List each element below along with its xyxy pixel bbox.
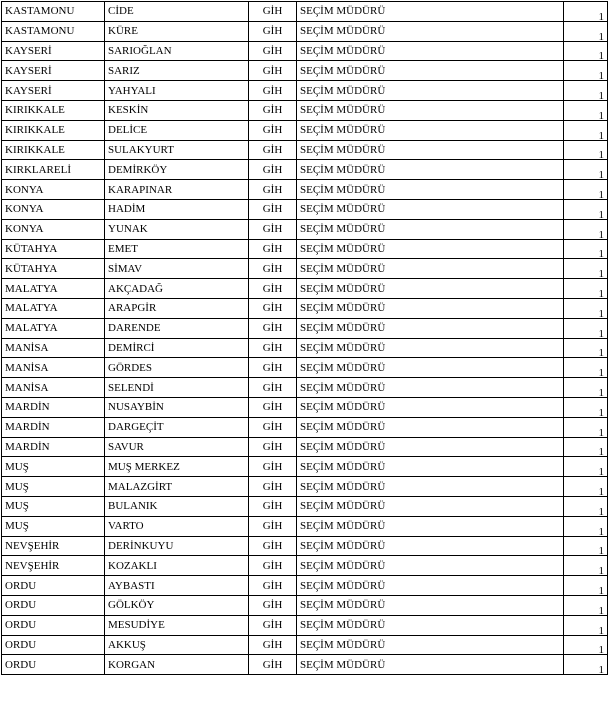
province-cell: MUŞ: [2, 516, 105, 536]
province-cell: ORDU: [2, 595, 105, 615]
vacancy-table-body: [2, 2, 608, 675]
province-cell: MALATYA: [2, 318, 105, 338]
district-cell: GÖLKÖY: [105, 595, 249, 615]
table-row: [2, 298, 608, 318]
table-row: [2, 81, 608, 101]
quantity-cell: [564, 318, 608, 338]
quantity-cell: [564, 219, 608, 239]
quantity-cell: [564, 536, 608, 556]
table-row: [2, 655, 608, 675]
quantity-cell: [564, 279, 608, 299]
quantity-value: 1: [598, 584, 604, 596]
province-cell: KONYA: [2, 199, 105, 219]
province-cell: ORDU: [2, 615, 105, 635]
position-title-cell: SEÇİM MÜDÜRÜ: [297, 120, 564, 140]
quantity-value: 1: [598, 466, 604, 477]
district-cell: KORGAN: [105, 655, 249, 675]
quantity-cell: [564, 81, 608, 101]
service-class-cell: GİH: [249, 259, 297, 279]
table-row: [2, 496, 608, 516]
quantity-cell: [564, 21, 608, 41]
service-class-cell: GİH: [249, 279, 297, 299]
district-cell: VARTO: [105, 516, 249, 536]
vacancy-table: [1, 1, 608, 675]
quantity-value: 1: [598, 565, 604, 576]
position-title-cell: SEÇİM MÜDÜRÜ: [297, 635, 564, 655]
service-class-cell: GİH: [249, 41, 297, 61]
quantity-cell: [564, 298, 608, 318]
district-cell: HADİM: [105, 199, 249, 219]
table-row: [2, 338, 608, 358]
position-title-cell: SEÇİM MÜDÜRÜ: [297, 437, 564, 457]
province-cell: KIRIKKALE: [2, 140, 105, 160]
quantity-value: 1: [598, 386, 604, 398]
quantity-value: 1: [598, 664, 604, 675]
district-cell: YUNAK: [105, 219, 249, 239]
district-cell: DELİCE: [105, 120, 249, 140]
position-title-cell: SEÇİM MÜDÜRÜ: [297, 199, 564, 219]
service-class-cell: GİH: [249, 120, 297, 140]
quantity-value: 1: [598, 50, 604, 61]
quantity-cell: [564, 635, 608, 655]
quantity-value: 1: [598, 169, 604, 180]
district-cell: DARENDE: [105, 318, 249, 338]
service-class-cell: GİH: [249, 160, 297, 180]
table-row: [2, 615, 608, 635]
quantity-cell: [564, 41, 608, 61]
district-cell: YAHYALI: [105, 81, 249, 101]
quantity-cell: [564, 595, 608, 615]
position-title-cell: SEÇİM MÜDÜRÜ: [297, 516, 564, 536]
quantity-cell: [564, 417, 608, 437]
district-cell: CİDE: [105, 2, 249, 22]
district-cell: AKÇADAĞ: [105, 279, 249, 299]
province-cell: MARDİN: [2, 437, 105, 457]
quantity-cell: [564, 160, 608, 180]
province-cell: KASTAMONU: [2, 2, 105, 22]
position-title-cell: SEÇİM MÜDÜRÜ: [297, 279, 564, 299]
province-cell: ORDU: [2, 635, 105, 655]
quantity-value: 1: [598, 30, 604, 42]
position-title-cell: SEÇİM MÜDÜRÜ: [297, 457, 564, 477]
district-cell: AKKUŞ: [105, 635, 249, 655]
quantity-cell: [564, 655, 608, 675]
quantity-value: 1: [598, 406, 604, 418]
district-cell: NUSAYBİN: [105, 397, 249, 417]
district-cell: EMET: [105, 239, 249, 259]
district-cell: DEMİRCİ: [105, 338, 249, 358]
position-title-cell: SEÇİM MÜDÜRÜ: [297, 219, 564, 239]
position-title-cell: SEÇİM MÜDÜRÜ: [297, 655, 564, 675]
service-class-cell: GİH: [249, 180, 297, 200]
quantity-value: 1: [598, 149, 604, 160]
quantity-value: 1: [598, 525, 604, 537]
quantity-value: 1: [598, 208, 604, 220]
quantity-cell: [564, 199, 608, 219]
quantity-cell: [564, 61, 608, 81]
table-row: [2, 536, 608, 556]
district-cell: KÜRE: [105, 21, 249, 41]
service-class-cell: GİH: [249, 417, 297, 437]
quantity-cell: [564, 576, 608, 596]
position-title-cell: SEÇİM MÜDÜRÜ: [297, 100, 564, 120]
table-row: [2, 21, 608, 41]
position-title-cell: SEÇİM MÜDÜRÜ: [297, 615, 564, 635]
province-cell: ORDU: [2, 576, 105, 596]
service-class-cell: GİH: [249, 140, 297, 160]
table-row: [2, 556, 608, 576]
service-class-cell: GİH: [249, 615, 297, 635]
service-class-cell: GİH: [249, 100, 297, 120]
position-title-cell: SEÇİM MÜDÜRÜ: [297, 397, 564, 417]
district-cell: SELENDİ: [105, 378, 249, 398]
table-row: [2, 279, 608, 299]
table-row: [2, 219, 608, 239]
service-class-cell: GİH: [249, 595, 297, 615]
quantity-cell: [564, 120, 608, 140]
service-class-cell: GİH: [249, 21, 297, 41]
position-title-cell: SEÇİM MÜDÜRÜ: [297, 41, 564, 61]
quantity-value: 1: [598, 268, 604, 279]
province-cell: NEVŞEHİR: [2, 556, 105, 576]
district-cell: AYBASTI: [105, 576, 249, 596]
quantity-value: 1: [598, 327, 604, 339]
quantity-value: 1: [598, 347, 604, 358]
service-class-cell: GİH: [249, 477, 297, 497]
service-class-cell: GİH: [249, 437, 297, 457]
quantity-value: 1: [598, 624, 604, 635]
district-cell: KARAPINAR: [105, 180, 249, 200]
position-title-cell: SEÇİM MÜDÜRÜ: [297, 556, 564, 576]
district-cell: MUŞ MERKEZ: [105, 457, 249, 477]
quantity-value: 1: [598, 188, 604, 200]
table-row: [2, 2, 608, 22]
quantity-value: 1: [598, 248, 604, 259]
quantity-value: 1: [598, 109, 604, 121]
service-class-cell: GİH: [249, 239, 297, 259]
position-title-cell: SEÇİM MÜDÜRÜ: [297, 378, 564, 398]
province-cell: MUŞ: [2, 457, 105, 477]
position-title-cell: SEÇİM MÜDÜRÜ: [297, 318, 564, 338]
district-cell: KESKİN: [105, 100, 249, 120]
table-row: [2, 318, 608, 338]
service-class-cell: GİH: [249, 556, 297, 576]
quantity-value: 1: [598, 426, 604, 438]
quantity-value: 1: [598, 228, 604, 240]
district-cell: DEMİRKÖY: [105, 160, 249, 180]
service-class-cell: GİH: [249, 397, 297, 417]
district-cell: DERİNKUYU: [105, 536, 249, 556]
service-class-cell: GİH: [249, 2, 297, 22]
quantity-cell: [564, 100, 608, 120]
quantity-value: 1: [598, 604, 604, 616]
quantity-value: 1: [598, 367, 604, 378]
province-cell: MANİSA: [2, 338, 105, 358]
province-cell: MUŞ: [2, 477, 105, 497]
district-cell: SARIOĞLAN: [105, 41, 249, 61]
service-class-cell: GİH: [249, 61, 297, 81]
quantity-cell: [564, 556, 608, 576]
province-cell: KONYA: [2, 180, 105, 200]
province-cell: MANİSA: [2, 378, 105, 398]
province-cell: KASTAMONU: [2, 21, 105, 41]
province-cell: KAYSERİ: [2, 81, 105, 101]
quantity-cell: [564, 516, 608, 536]
service-class-cell: GİH: [249, 576, 297, 596]
position-title-cell: SEÇİM MÜDÜRÜ: [297, 298, 564, 318]
position-title-cell: SEÇİM MÜDÜRÜ: [297, 21, 564, 41]
province-cell: KÜTAHYA: [2, 259, 105, 279]
service-class-cell: GİH: [249, 536, 297, 556]
province-cell: MALATYA: [2, 279, 105, 299]
province-cell: KÜTAHYA: [2, 239, 105, 259]
quantity-value: 1: [598, 485, 604, 497]
quantity-cell: [564, 239, 608, 259]
table-row: [2, 160, 608, 180]
province-cell: MUŞ: [2, 496, 105, 516]
table-row: [2, 259, 608, 279]
service-class-cell: GİH: [249, 655, 297, 675]
service-class-cell: GİH: [249, 635, 297, 655]
table-row: [2, 358, 608, 378]
quantity-value: 1: [598, 644, 604, 655]
service-class-cell: GİH: [249, 81, 297, 101]
province-cell: KAYSERİ: [2, 61, 105, 81]
service-class-cell: GİH: [249, 338, 297, 358]
table-row: [2, 378, 608, 398]
position-title-cell: SEÇİM MÜDÜRÜ: [297, 576, 564, 596]
position-title-cell: SEÇİM MÜDÜRÜ: [297, 595, 564, 615]
table-row: [2, 437, 608, 457]
quantity-cell: [564, 437, 608, 457]
service-class-cell: GİH: [249, 219, 297, 239]
service-class-cell: GİH: [249, 318, 297, 338]
district-cell: SİMAV: [105, 259, 249, 279]
quantity-cell: [564, 477, 608, 497]
province-cell: KIRIKKALE: [2, 100, 105, 120]
table-row: [2, 477, 608, 497]
province-cell: KONYA: [2, 219, 105, 239]
district-cell: KOZAKLI: [105, 556, 249, 576]
quantity-cell: [564, 615, 608, 635]
table-row: [2, 239, 608, 259]
province-cell: MALATYA: [2, 298, 105, 318]
district-cell: GÖRDES: [105, 358, 249, 378]
quantity-value: 1: [598, 446, 604, 457]
table-row: [2, 516, 608, 536]
table-row: [2, 140, 608, 160]
position-title-cell: SEÇİM MÜDÜRÜ: [297, 496, 564, 516]
service-class-cell: GİH: [249, 496, 297, 516]
quantity-value: 1: [598, 505, 604, 517]
service-class-cell: GİH: [249, 358, 297, 378]
position-title-cell: SEÇİM MÜDÜRÜ: [297, 259, 564, 279]
service-class-cell: GİH: [249, 378, 297, 398]
province-cell: MARDİN: [2, 397, 105, 417]
district-cell: MESUDİYE: [105, 615, 249, 635]
quantity-cell: [564, 358, 608, 378]
position-title-cell: SEÇİM MÜDÜRÜ: [297, 81, 564, 101]
quantity-cell: [564, 397, 608, 417]
province-cell: KIRKLARELİ: [2, 160, 105, 180]
service-class-cell: GİH: [249, 457, 297, 477]
quantity-cell: [564, 496, 608, 516]
district-cell: ARAPGİR: [105, 298, 249, 318]
district-cell: BULANIK: [105, 496, 249, 516]
quantity-cell: [564, 378, 608, 398]
table-row: [2, 61, 608, 81]
table-row: [2, 100, 608, 120]
quantity-cell: [564, 2, 608, 22]
quantity-cell: [564, 140, 608, 160]
position-title-cell: SEÇİM MÜDÜRÜ: [297, 180, 564, 200]
quantity-cell: [564, 338, 608, 358]
district-cell: SULAKYURT: [105, 140, 249, 160]
quantity-value: 1: [598, 89, 604, 101]
quantity-value: 1: [598, 287, 604, 299]
service-class-cell: GİH: [249, 199, 297, 219]
position-title-cell: SEÇİM MÜDÜRÜ: [297, 536, 564, 556]
service-class-cell: GİH: [249, 516, 297, 536]
province-cell: KIRIKKALE: [2, 120, 105, 140]
position-title-cell: SEÇİM MÜDÜRÜ: [297, 338, 564, 358]
table-row: [2, 41, 608, 61]
province-cell: NEVŞEHİR: [2, 536, 105, 556]
district-cell: DARGEÇİT: [105, 417, 249, 437]
position-title-cell: SEÇİM MÜDÜRÜ: [297, 417, 564, 437]
quantity-value: 1: [598, 10, 604, 22]
quantity-cell: [564, 457, 608, 477]
table-row: [2, 180, 608, 200]
quantity-value: 1: [598, 545, 604, 556]
quantity-value: 1: [598, 307, 604, 319]
quantity-value: 1: [598, 70, 604, 81]
table-row: [2, 457, 608, 477]
position-title-cell: SEÇİM MÜDÜRÜ: [297, 477, 564, 497]
position-title-cell: SEÇİM MÜDÜRÜ: [297, 239, 564, 259]
position-title-cell: SEÇİM MÜDÜRÜ: [297, 358, 564, 378]
province-cell: KAYSERİ: [2, 41, 105, 61]
province-cell: MARDİN: [2, 417, 105, 437]
quantity-value: 1: [598, 129, 604, 141]
position-title-cell: SEÇİM MÜDÜRÜ: [297, 61, 564, 81]
position-title-cell: SEÇİM MÜDÜRÜ: [297, 160, 564, 180]
table-row: [2, 199, 608, 219]
district-cell: SAVUR: [105, 437, 249, 457]
service-class-cell: GİH: [249, 298, 297, 318]
province-cell: ORDU: [2, 655, 105, 675]
position-title-cell: SEÇİM MÜDÜRÜ: [297, 140, 564, 160]
table-row: [2, 635, 608, 655]
position-title-cell: SEÇİM MÜDÜRÜ: [297, 2, 564, 22]
province-cell: MANİSA: [2, 358, 105, 378]
table-row: [2, 120, 608, 140]
table-row: [2, 417, 608, 437]
table-row: [2, 397, 608, 417]
district-cell: MALAZGİRT: [105, 477, 249, 497]
table-row: [2, 595, 608, 615]
district-cell: SARIZ: [105, 61, 249, 81]
quantity-cell: [564, 180, 608, 200]
table-row: [2, 576, 608, 596]
quantity-cell: [564, 259, 608, 279]
